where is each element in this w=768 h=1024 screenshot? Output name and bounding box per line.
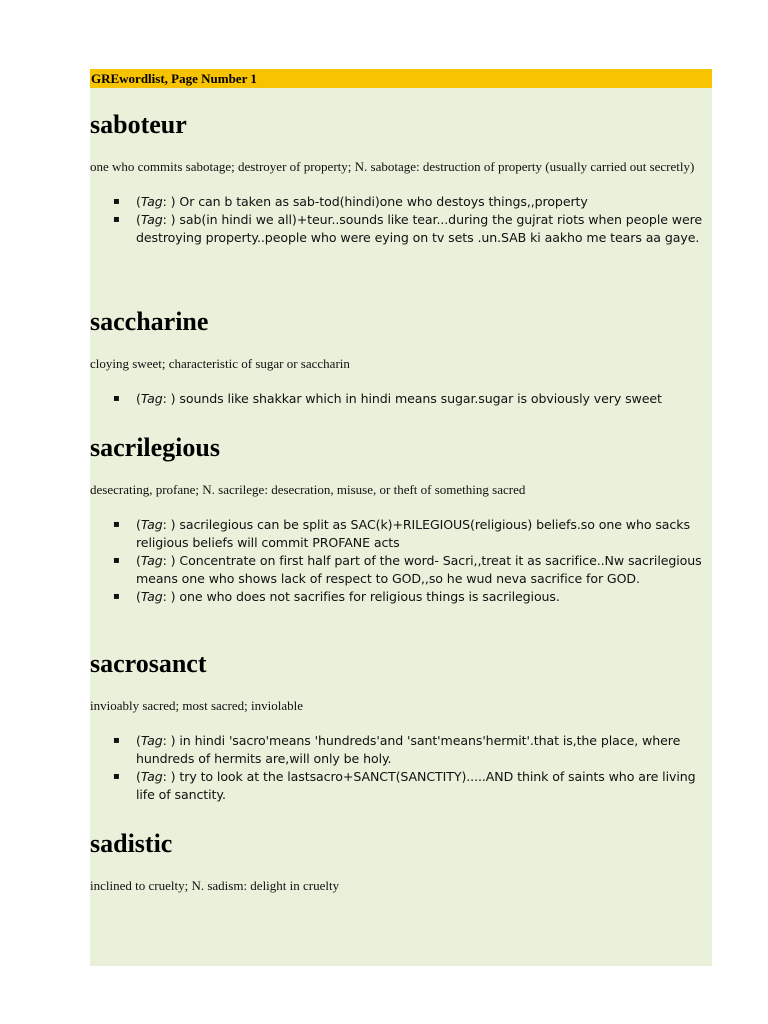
note-item: ▪ (Tag: ) Or can b taken as sab-tod(hindi)one who destoys things,,property: [113, 194, 588, 209]
tag-label: Tag: [140, 391, 163, 406]
note-text: try to look at the lastsacro+SANCT(SANCTITY).....AND think of saints who are living life of sanctity.: [136, 769, 696, 802]
entry-notes: [90, 516, 712, 606]
note-item: ▪ (Tag: ) in hindi 'sacro'means 'hundreds'and 'sant'means'hermit'.that is,the place, where hundreds of hermits are,will only be holy.: [113, 733, 681, 766]
tag-label: Tag: [140, 517, 163, 532]
entry-word: saboteur: [90, 110, 187, 139]
note-text: one who does not sacrifies for religious things is sacrilegious.: [175, 589, 560, 604]
entry-notes: [90, 193, 712, 247]
entry-word: saccharine: [90, 307, 209, 336]
bullet-icon: ▪: [113, 771, 120, 782]
note-item: ▪ (Tag: ) sacrilegious can be split as SAC(k)+RILEGIOUS(religious) beliefs.so one who sacks religious beliefs will commit PROFANE acts: [113, 517, 690, 550]
document-page: [90, 69, 712, 966]
note-item: ▪ (Tag: ) Concentrate on first half part of the word- Sacri,,treat it as sacrifice..Nw sacrilegious means one who shows lack of respect to GOD,,so he wud neva sacrifice for GOD.: [113, 553, 702, 586]
tag-label: Tag: [140, 769, 163, 784]
page-header-banner: GREwordlist, Page Number 1: [90, 69, 712, 88]
tag-label: Tag: [140, 194, 163, 209]
bullet-icon: ▪: [113, 214, 120, 225]
entry-word: sacrosanct: [90, 649, 207, 678]
entry-word: sacrilegious: [90, 433, 220, 462]
note-text: Or can b taken as sab-tod(hindi)one who destoys things,,property: [175, 194, 588, 209]
word-entry-saboteur: [90, 110, 712, 247]
tag-label: Tag: [140, 733, 163, 748]
bullet-icon: ▪: [113, 196, 120, 207]
bullet-icon: ▪: [113, 519, 120, 530]
bullet-icon: ▪: [113, 393, 120, 404]
entry-definition: cloying sweet; characteristic of sugar or saccharin: [90, 356, 350, 371]
entry-definition: invioably sacred; most sacred; inviolable: [90, 698, 303, 713]
tag-label: Tag: [140, 553, 163, 568]
entry-notes: [90, 390, 712, 408]
word-entry-saccharine: [90, 307, 712, 408]
note-item: ▪ (Tag: ) one who does not sacrifies for religious things is sacrilegious.: [113, 589, 560, 604]
entry-word: sadistic: [90, 829, 173, 858]
bullet-icon: ▪: [113, 735, 120, 746]
word-entry-sacrilegious: [90, 433, 712, 606]
word-entry-sacrosanct: [90, 649, 712, 804]
note-item: ▪ (Tag: ) sounds like shakkar which in hindi means sugar.sugar is obviously very sweet: [113, 391, 662, 406]
tag-label: Tag: [140, 212, 163, 227]
entry-definition: desecrating, profane; N. sacrilege: desecration, misuse, or theft of something sacred: [90, 482, 526, 497]
note-text: Concentrate on first half part of the word- Sacri,,treat it as sacrifice..Nw sacrilegious means one who shows lack of respect to GOD,,so he wud neva sacrifice for GOD.: [136, 553, 702, 586]
note-text: sounds like shakkar which in hindi means sugar.sugar is obviously very sweet: [175, 391, 662, 406]
note-text: sacrilegious can be split as SAC(k)+RILEGIOUS(religious) beliefs.so one who sacks religious beliefs will commit PROFANE acts: [136, 517, 690, 550]
note-text: sab(in hindi we all)+teur..sounds like tear...during the gujrat riots when people were destroying property..people who were eying on tv sets .un.SAB ki aakho me tears aa gaye.: [136, 212, 703, 245]
bullet-icon: ▪: [113, 555, 120, 566]
tag-label: Tag: [140, 589, 163, 604]
entry-definition: inclined to cruelty; N. sadism: delight in cruelty: [90, 878, 340, 893]
word-entry-sadistic: [90, 829, 712, 895]
entry-definition: one who commits sabotage; destroyer of property; N. sabotage: destruction of property (usually carried out secretly): [90, 159, 695, 174]
bullet-icon: ▪: [113, 591, 120, 602]
note-item: ▪ (Tag: ) try to look at the lastsacro+SANCT(SANCTITY).....AND think of saints who are living life of sanctity.: [113, 769, 696, 802]
entry-notes: [90, 732, 712, 804]
note-item: ▪ (Tag: ) sab(in hindi we all)+teur..sounds like tear...during the gujrat riots when people were destroying property..people who were eying on tv sets .un.SAB ki aakho me tears aa gaye.: [113, 212, 703, 245]
note-text: in hindi 'sacro'means 'hundreds'and 'sant'means'hermit'.that is,the place, where hundreds of hermits are,will only be holy.: [136, 733, 681, 766]
